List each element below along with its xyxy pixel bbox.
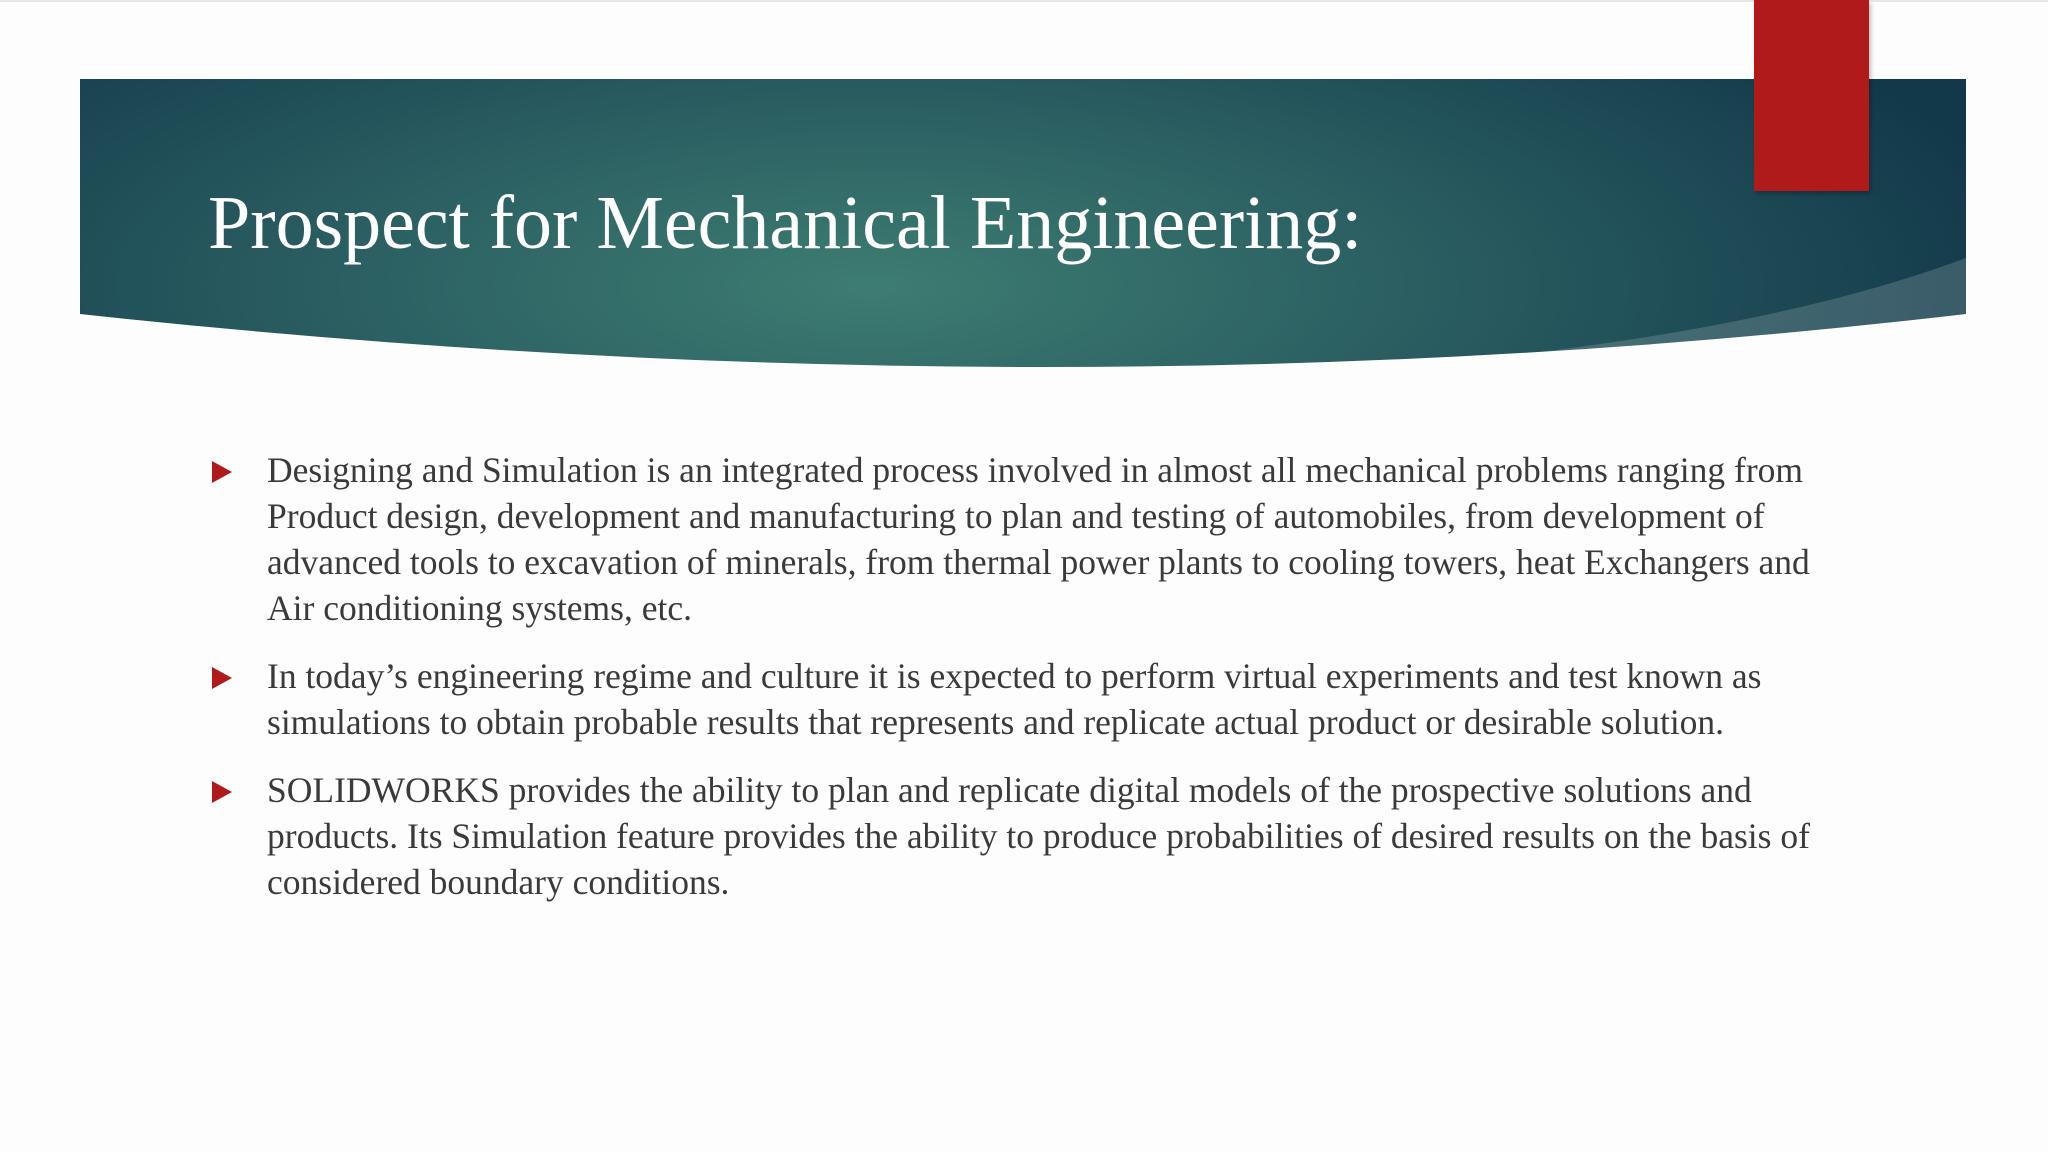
triangle-right-icon xyxy=(212,667,232,689)
red-accent-tab xyxy=(1754,0,1869,191)
bullet-item xyxy=(208,653,1828,745)
bullet-text: SOLIDWORKS provides the ability to plan and replicate digital models of the prospective solutions and products. Its Simulation feature provides the ability to produce probabilities of desired results on the basis of considered boundary conditions. xyxy=(267,770,1810,902)
bullet-item xyxy=(208,447,1828,631)
bullet-text: Designing and Simulation is an integrated process involved in almost all mechanical problems ranging from Product design, development and manufacturing to plan and testing of automobiles, from development of advanced tools to excavation of minerals, from thermal power plants to cooling towers, heat Exchangers and Air conditioning systems, etc. xyxy=(267,450,1810,628)
bullet-list xyxy=(208,447,1828,927)
triangle-right-icon xyxy=(212,781,232,803)
triangle-right-icon xyxy=(212,461,232,483)
bullet-text: In today’s engineering regime and culture it is expected to perform virtual experiments and test known as simulations to obtain probable results that represents and replicate actual product or desirable solution. xyxy=(267,656,1762,742)
slide-title: Prospect for Mechanical Engineering: xyxy=(208,181,1363,265)
bullet-item xyxy=(208,767,1828,905)
